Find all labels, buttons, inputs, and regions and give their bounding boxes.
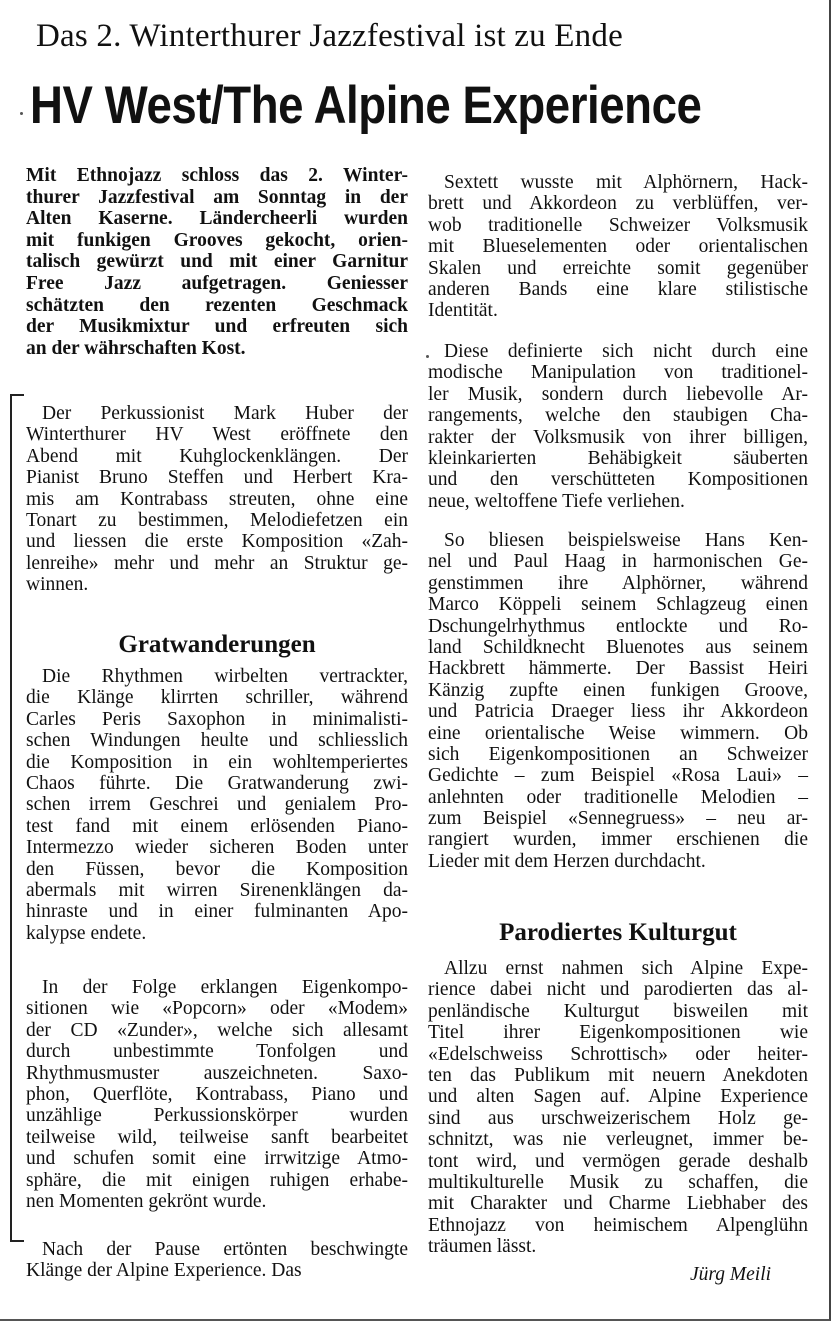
text-line: hinraste und in einer fulminanten Apo- xyxy=(26,901,408,923)
subheading-gratwanderungen: Gratwanderungen xyxy=(118,631,316,658)
body-paragraph-1 xyxy=(26,403,408,596)
text-line: Intermezzo wieder sicheren Boden unter xyxy=(26,837,408,859)
text-line: ler Musik, sondern durch liebevolle Ar- xyxy=(428,383,808,405)
text-line: Marco Köppeli seinem Schlagzeug einen xyxy=(428,594,808,616)
text-line: Skalen und erreichte somit gegenüber xyxy=(428,257,808,279)
text-line: träumen lässt. xyxy=(428,1236,537,1258)
text-line: Titel ihrer Eigenkompositionen wie xyxy=(428,1022,808,1044)
text-line: und den verschütteten Kompositionen xyxy=(428,469,808,491)
text-line: wob traditionelle Schweizer Volksmusik xyxy=(428,214,808,236)
text-line: und Patricia Draeger liess ihr Akkordeon xyxy=(428,701,808,723)
text-line: schen irrem Geschrei und genialem Pro- xyxy=(26,794,408,816)
text-line: und schufen somit eine irrwitzige Atmo- xyxy=(26,1148,408,1170)
text-line: Gedichte – zum Beispiel «Rosa Laui» – xyxy=(428,765,808,787)
text-line: und liessen die erste Komposition «Zah- xyxy=(26,531,408,553)
text-line: und alten Sagen auf. Alpine Experience xyxy=(428,1086,808,1108)
text-line: der Musikmixtur und erfreuten sich xyxy=(26,316,408,338)
text-line: genstimmen ihre Alphörner, während xyxy=(428,572,808,594)
text-line: zum Beispiel «Sennegruess» – neu ar- xyxy=(428,808,808,830)
text-line: unzählige Perkussionskörper wurden xyxy=(26,1105,408,1127)
text-line: den Füssen, bevor die Komposition xyxy=(26,858,408,880)
text-line: Free Jazz aufgetragen. Geniesser xyxy=(26,272,408,294)
text-line: sitionen wie «Popcorn» oder «Modem» xyxy=(26,998,408,1020)
text-line: Sextett wusste mit Alphörnern, Hack- xyxy=(444,172,808,193)
body-paragraph-8 xyxy=(428,958,808,1257)
author-byline: Jürg Meili xyxy=(690,1264,772,1285)
text-line: sind aus urschweizerischem Holz ge- xyxy=(428,1107,808,1129)
text-line: tont wird, und vermögen gerade deshalb xyxy=(428,1150,808,1172)
text-line: Carles Peris Saxophon in minimalisti- xyxy=(26,708,408,730)
text-line: Känzig zupfte einen funkigen Groove, xyxy=(428,679,808,701)
text-line: mit Charakter und Charme Liebhaber des xyxy=(428,1193,808,1215)
text-line: Alten Kaserne. Ländercheerli wurden xyxy=(26,208,408,230)
body-paragraph-6 xyxy=(428,341,808,512)
text-line: nen Momenten gekrönt wurde. xyxy=(26,1190,267,1212)
text-line: phon, Querflöte, Kontrabass, Piano und xyxy=(26,1083,408,1105)
text-line: Rhythmusmuster auszeichneten. Saxo- xyxy=(26,1062,408,1084)
text-line: anderen Bands eine klare stilistische xyxy=(428,278,808,300)
text-line: Chaos führte. Die Gratwanderung zwi- xyxy=(26,772,408,794)
text-line: talisch gewürzt und mit einer Garnitur xyxy=(26,251,408,273)
text-line: ten das Publikum mit neuern Anekdoten xyxy=(428,1064,808,1086)
text-line: schnitzt, was nie verleugnet, immer be- xyxy=(428,1129,808,1151)
text-line: schen Windungen heulte und schliesslich xyxy=(26,730,408,752)
text-line: «Edelschweiss Schrottisch» oder heiter- xyxy=(428,1043,808,1065)
text-line: test fand mit einem erlösenden Piano- xyxy=(26,815,408,837)
text-line: Ethnojazz von heimischem Alpenglühn xyxy=(428,1214,808,1236)
text-line: In der Folge erklangen Eigenkompo- xyxy=(42,977,408,998)
text-line: Lieder mit dem Herzen durchdacht. xyxy=(428,850,706,872)
text-line: eine orientalische Weise wimmern. Ob xyxy=(428,722,808,744)
body-paragraph-3 xyxy=(26,977,408,1212)
text-line: kleinkarierten Behäbigkeit säuberten xyxy=(428,447,808,469)
text-line: neue, weltoffene Tiefe verliehen. xyxy=(428,490,685,512)
text-line: modische Manipulation von traditionel- xyxy=(428,362,808,384)
text-line: die Klänge klirrten schriller, während xyxy=(26,687,408,709)
text-line: penländische Kulturgut bisweilen mit xyxy=(428,1000,808,1022)
text-line: Abend mit Kuhglockenklängen. Der xyxy=(26,445,408,467)
text-line: Dschungelrhythmus entlockte und Ro- xyxy=(428,615,808,637)
text-line: rangements, welche den staubigen Cha- xyxy=(428,405,808,427)
text-line: lenreihe» mehr und mehr an Struktur ge- xyxy=(26,552,408,574)
text-line: So bliesen beispielsweise Hans Ken- xyxy=(444,530,808,551)
text-line: multikulturelle Musik zu schaffen, die xyxy=(428,1171,808,1193)
margin-bracket xyxy=(10,394,24,1242)
text-line: kalypse endete. xyxy=(26,922,147,944)
text-line: teilweise wild, teilweise sanft bearbeitet xyxy=(26,1126,408,1148)
text-line: Mit Ethnojazz schloss das 2. Winter- xyxy=(26,165,408,186)
text-line: sphäre, die mit einigen ruhigen erhabe- xyxy=(26,1169,408,1191)
text-line: durch unbestimmte Tonfolgen und xyxy=(26,1041,408,1063)
body-paragraph-5 xyxy=(428,172,808,322)
text-line: die Komposition in ein wohltemperiertes xyxy=(26,751,408,773)
text-line: nel und Paul Haag in harmonischen Ge- xyxy=(428,551,808,573)
speck xyxy=(20,112,23,115)
text-line: Die Rhythmen wirbelten vertrackter, xyxy=(42,666,408,687)
text-line: Pianist Bruno Steffen und Herbert Kra- xyxy=(26,467,408,489)
text-line: land Schildknecht Bluenotes aus seinem xyxy=(428,636,808,658)
text-line: mit funkigen Grooves gekocht, orien- xyxy=(26,229,408,251)
text-line: thurer Jazzfestival am Sonntag in der xyxy=(26,186,408,208)
text-line: Allzu ernst nahmen sich Alpine Expe- xyxy=(444,958,808,979)
body-paragraph-2 xyxy=(26,666,408,944)
text-line: rience dabei nicht und parodierten das al- xyxy=(428,979,808,1001)
text-line: der CD «Zunder», welche sich allesamt xyxy=(26,1019,408,1041)
text-line: sich Eigenkompositionen an Schweizer xyxy=(428,743,808,765)
text-line: Der Perkussionist Mark Huber der xyxy=(42,403,408,424)
headline: HV West/The Alpine Experience xyxy=(30,76,702,135)
subheading-parodiertes-kulturgut: Parodiertes Kulturgut xyxy=(499,919,737,946)
text-line: Hackbrett hämmerte. Der Bassist Heiri xyxy=(428,658,808,680)
text-line: Klänge der Alpine Experience. Das xyxy=(26,1260,302,1282)
text-line: anlehnten oder traditionelle Melodien – xyxy=(428,786,808,808)
text-line: Tonart zu bestimmen, Melodiefetzen ein xyxy=(26,509,408,531)
text-line: brett und Akkordeon zu verblüffen, ver- xyxy=(428,193,808,215)
text-line: an der währschaften Kost. xyxy=(26,337,246,359)
lead-paragraph xyxy=(26,165,408,359)
text-line: rakter der Volksmusik von ihrer billigen, xyxy=(428,426,808,448)
supertitle: Das 2. Winterthurer Jazzfestival ist zu Ende xyxy=(36,18,623,54)
body-paragraph-4 xyxy=(26,1239,408,1282)
text-line: mis am Kontrabass streuten, ohne eine xyxy=(26,488,408,510)
text-line: abermals mit wirren Sirenenklängen da- xyxy=(26,879,408,901)
text-line: Winterthurer HV West eröffnete den xyxy=(26,424,408,446)
text-line: rangiert wurden, immer erschienen die xyxy=(428,829,808,851)
text-line: Nach der Pause ertönten beschwingte xyxy=(42,1239,408,1260)
text-line: winnen. xyxy=(26,574,89,596)
text-line: Identität. xyxy=(428,300,498,322)
text-line: Diese definierte sich nicht durch eine xyxy=(444,341,808,362)
text-line: mit Blueselementen oder orientalischen xyxy=(428,236,808,258)
body-paragraph-7 xyxy=(428,530,808,872)
text-line: schätzten den rezenten Geschmack xyxy=(26,294,408,316)
